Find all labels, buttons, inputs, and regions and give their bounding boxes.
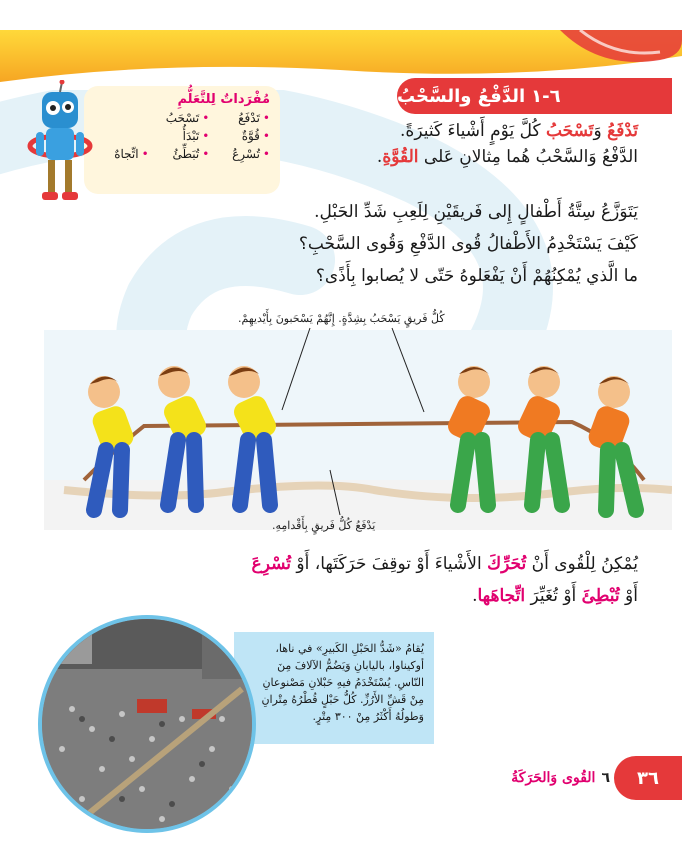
intro-line-2 [377, 144, 638, 170]
vocab-title: مُفْرَداتٌ لِلتَّعَلُّمِ [177, 92, 270, 107]
keyword-move: تُحَرِّكَ [487, 554, 527, 574]
vocab-word: • تَدْفَعُ [213, 111, 270, 125]
section-title-bar [397, 78, 672, 114]
forces-text: يُمْكِنُ لِلْقُوى أَنْ [526, 554, 638, 574]
forces-line-2 [252, 580, 638, 612]
caption-pulling-hands: كُلُّ فَريقٍ يَسْحَبُ بِشِدَّةٍ. إِنَّهُمْ يَسْحَبونَ بِأَيْديهِمْ. [238, 312, 445, 325]
forces-text: الأَشْياءَ أَوْ توقِفَ حَرَكَتَها، أَوْ [290, 554, 488, 574]
keyword-pull: تَسْحَبُ [545, 121, 594, 141]
caption-pushing-feet: يَدْفَعُ كُلُّ فَريقٍ بِأَقْدامِهِ. [272, 519, 376, 532]
tug-of-war-illustration [44, 330, 672, 530]
intro-line-2-end: . [376, 147, 383, 167]
vocab-word: • تُبَطِّئُ [153, 147, 210, 161]
vocab-list [92, 111, 270, 161]
header-banner [0, 30, 682, 82]
section-title: الدَّفْعُ والسَّحْبُ [397, 85, 526, 107]
page-number: ٣٦ [637, 767, 659, 789]
footer-chapter [511, 770, 610, 786]
crowd-photo [38, 615, 256, 833]
question-line: يَتَوَزَّعُ سِتَّةُ أَطْفالٍ إِلى فَريقَيْنِ لِلَعِبِ شَدِّ الحَبْلِ. [314, 202, 638, 222]
keyword-push: تَدْفَعُ [607, 121, 638, 141]
forces-text: أَوْ تُغَيِّرَ [525, 586, 582, 606]
question-line: كَيْفَ يَسْتَخْدِمُ الأَطْفالُ قُوى الدَّفْعِ وَقُوى السَّحْبِ؟ [298, 234, 638, 254]
intro-line-1 [377, 118, 638, 144]
chapter-number: ٦ [601, 770, 610, 786]
intro-line-2-rest: الدَّفْعُ وَالسَّحْبُ هُما مِثالانِ عَلى [418, 147, 638, 167]
vocab-word: • قُوَّةٌ [213, 129, 270, 143]
keyword-slow-down: تُبْطِئَ [581, 586, 620, 606]
page-number-tab [614, 756, 682, 800]
vocab-word: • اتِّجاهٌ [92, 147, 149, 161]
vocab-word: • تَسْحَبُ [153, 111, 210, 125]
forces-line-1 [252, 548, 638, 580]
forces-text: أَوْ [619, 586, 638, 606]
keyword-force: القُوَّةِ [382, 147, 419, 167]
forces-text: . [472, 586, 478, 606]
robot-mascot-icon [22, 80, 98, 208]
keyword-direction: اتِّجاهَها [477, 586, 526, 606]
chapter-name: القُوى وَالحَرَكَةُ [511, 770, 596, 786]
vocab-word: • تُسْرِعُ [213, 147, 270, 161]
intro-and: وَ [593, 121, 608, 141]
section-number: ٦-١ [531, 85, 561, 107]
vocab-word: • تَبْدَأُ [153, 129, 210, 143]
vocab-box [84, 86, 280, 194]
questions-paragraph [299, 196, 638, 292]
info-text: يُقامُ «شَدُّ الحَبْلِ الكَبيرِ» في ناها، أوكيناوا، باليابانِ وَيَضُمُّ الآلافَ مِنَ النّاسِ. يُسْتَخْدَمُ فيهِ حَبْلانِ مَصْنوعانِ مِنْ قَشِّ الأَرُزِّ. كُلُّ حَبْلٍ قُطْرُهُ مِتْرانِ وَطولُهُ أَكْثَرُ مِنْ ٣٠٠ مِتْرٍ. [261, 642, 424, 723]
keyword-speed-up: تُسْرِعَ [251, 554, 291, 574]
question-line: ما الَّذي يُمْكِنُهُمْ أَنْ يَفْعَلوهُ حَتّى لا يُصابوا بِأَذًى؟ [315, 266, 638, 286]
intro-line-1-rest: كُلَّ يَوْمٍ أَشْياءَ كَثيرَةً. [400, 121, 546, 141]
intro-paragraph [377, 118, 638, 170]
info-box [234, 632, 434, 744]
forces-paragraph [252, 548, 638, 612]
